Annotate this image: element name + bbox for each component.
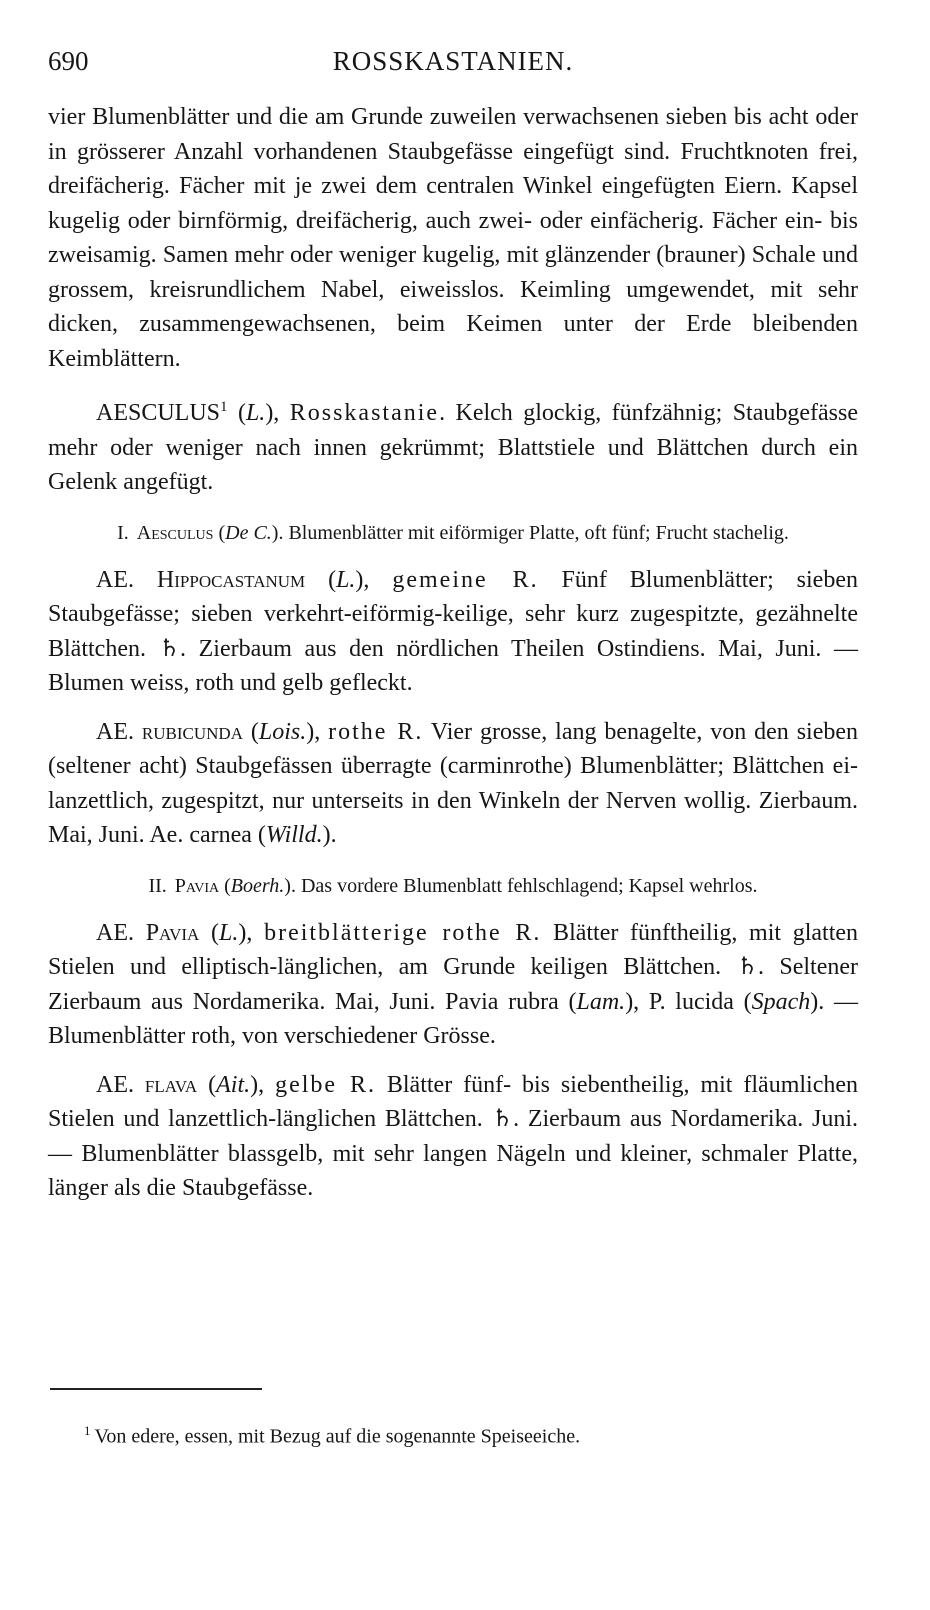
species-authority: Ait. xyxy=(216,1071,251,1098)
genus-entry: AESCULUS$^1$ (L.), Rosskastanie. Kelch glockig, fünfzähnig; Staubgefässe mehr oder weniger nach innen gekrümmt; Blattstiele und Blättchen durch ein Gelenk angefügt. xyxy=(48,399,858,495)
synonym-authority: Willd. xyxy=(265,822,323,848)
species-common-name: breitblätterige rothe R. xyxy=(264,919,542,946)
section-number: I. xyxy=(117,521,129,544)
footnote xyxy=(84,1418,864,1450)
species-entry-rubicunda: AE. rubicunda (Lois.), rothe R. Vier grosse, lang benagelte, von den sieben (seltener acht) Staubgefässen überragte (carminrothe) Blumenblätter; Blättchen ei-lanzettlich, zugespitzt, nur unterseits in den Winkeln der Nerven wollig. Zierbaum. Mai, Juni. Ae. carnea (Willd.). xyxy=(48,718,859,848)
species-common-name: rothe R. xyxy=(328,718,424,745)
species-authority: L. xyxy=(336,566,356,593)
genus-authority: L. xyxy=(245,400,266,426)
section-authority: De C. xyxy=(225,521,272,544)
section-heading-1: I. Aesculus (De C.). Blumenblätter mit eiförmiger Platte, oft fünf; Frucht stachelig. xyxy=(117,521,789,544)
page-header xyxy=(48,46,858,86)
section-description: Das vordere Blumenblatt fehlschlagend; Kapsel wehrlos. xyxy=(295,874,758,897)
footnote-text: Von edere, essen, mit Bezug auf die sogenannte Speiseeiche. xyxy=(94,1425,581,1448)
section-authority: Boerh. xyxy=(230,874,285,897)
genus-description: . Kelch glockig, fünfzähnig; Staubgefässe mehr oder weniger nach innen gekrümmt; Blattstiele und Blättchen durch ein Gelenk angefügt. xyxy=(48,400,858,495)
species-authority: L. xyxy=(219,919,239,946)
section-heading-2: II. Pavia (Boerh.). Das vordere Blumenblatt fehlschlagend; Kapsel wehrlos. xyxy=(148,874,758,897)
section-number: II. xyxy=(148,874,167,897)
species-entry-hippocastanum: AE. Hippocastanum (L.), gemeine R. Fünf Blumenblätter; sieben Staubgefässe; sieben verkehrt-eiförmig-keilige, sehr kurz zugespitzte, gezähnelte Blättchen. ♄. Zierbaum aus den nördlichen Theilen Ostindiens. Mai, Juni. — Blumen weiss, roth und gelb gefleckt. xyxy=(48,566,858,696)
synonym-authority: Lam. xyxy=(576,988,626,1015)
footnote-reference: 1 xyxy=(220,399,228,415)
footnote-mark: 1 xyxy=(84,1423,91,1438)
species-description: Vier grosse, lang benagelte, von den sieben (seltener acht) Staubgefässen überragte (carminrothe) Blumenblätter; Blättchen ei-lanzettlich, zugespitzt, nur unterseits in den Winkeln der Nerven wollig. Zierbaum. Mai, Juni. Ae. carnea ( xyxy=(48,718,859,848)
page-number: 690 xyxy=(48,46,89,76)
species-entry-flava: AE. flava (Ait.), gelbe R. Blätter fünf- bis siebentheilig, mit fläumlichen Stielen und lanzettlich-länglichen Blättchen. ♄. Zierbaum aus Nordamerika. Juni. — Blumenblätter blassgelb, mit sehr langen Nägeln und kleiner, schmaler Platte, länger als die Staubgefässe. xyxy=(48,1071,859,1201)
species-description: Blätter fünftheilig, mit glatten Stielen und elliptisch-länglichen, am Grunde keiligen Blättchen. ♄. Seltener Zierbaum aus Nordamerika. Mai, Juni. Pavia rubra ( xyxy=(48,919,859,1015)
section-name: Aesculus xyxy=(136,521,214,544)
footnote-divider xyxy=(50,1388,262,1390)
species-entry-pavia: AE. Pavia (L.), breitblätterige rothe R. Blätter fünftheilig, mit glatten Stielen und elliptisch-länglichen, am Grunde keiligen Blättchen. ♄. Seltener Zierbaum aus Nordamerika. Mai, Juni. Pavia rubra (Lam.), P. lucida (Spach). — Blumenblätter roth, von verschiedener Grösse. xyxy=(48,919,859,1049)
section-name: Pavia xyxy=(174,874,220,897)
genus-name: AESCULUS xyxy=(96,400,221,426)
species-name: rubicunda xyxy=(141,718,243,745)
page-body xyxy=(48,100,858,1206)
species-description: Fünf Blumenblätter; sieben Staubgefässe; sieben verkehrt-eiförmig-keilige, sehr kurz zugespitzte, gezähnelte Blättchen. ♄. Zierbaum aus den nördlichen Theilen Ostindiens. Mai, Juni. — Blumen weiss, roth und gelb gefleckt. xyxy=(48,566,858,696)
species-name: Pavia xyxy=(145,919,200,946)
species-common-name: gelbe R. xyxy=(275,1071,376,1098)
intro-paragraph: vier Blumenblätter und die am Grunde zuweilen verwachsenen sieben bis acht oder in grösserer Anzahl vorhandenen Staubgefässe eingefügt sind. Fruchtknoten frei, dreifächerig. Fächer mit je zwei dem centralen Winkel eingefügten Eiern. Kapsel kugelig oder birnförmig, dreifächerig, auch zwei- oder einfächerig. Fächer ein- bis zweisamig. Samen mehr oder weniger kugelig, mit glänzender (brauner) Schale und grossem, kreisrundlichem Nabel, eiweisslos. Keimling umgewendet, mit sehr dicken, zusammengewachsenen, beim Keimen unter der Erde bleibenden Keimblättern. xyxy=(48,104,858,372)
species-authority: Lois. xyxy=(258,718,307,745)
species-name: flava xyxy=(144,1071,198,1098)
species-description: Blätter fünf- bis siebentheilig, mit fläumlichen Stielen und lanzettlich-länglichen Blättchen. ♄. Zierbaum aus Nordamerika. Juni. — Blumenblätter blassgelb, mit sehr langen Nägeln und kleiner, schmaler Platte, länger als die Staubgefässe. xyxy=(48,1071,859,1201)
synonym-authority: Spach xyxy=(751,988,811,1015)
genus-common-name: Rosskastanie xyxy=(289,400,440,426)
species-common-name: gemeine R. xyxy=(392,566,539,593)
species-name: Hippocastanum xyxy=(156,566,306,593)
running-title: ROSSKASTANIEN. xyxy=(332,46,574,76)
section-description: Blumenblätter mit eiförmiger Platte, oft fünf; Frucht stachelig. xyxy=(283,521,789,544)
